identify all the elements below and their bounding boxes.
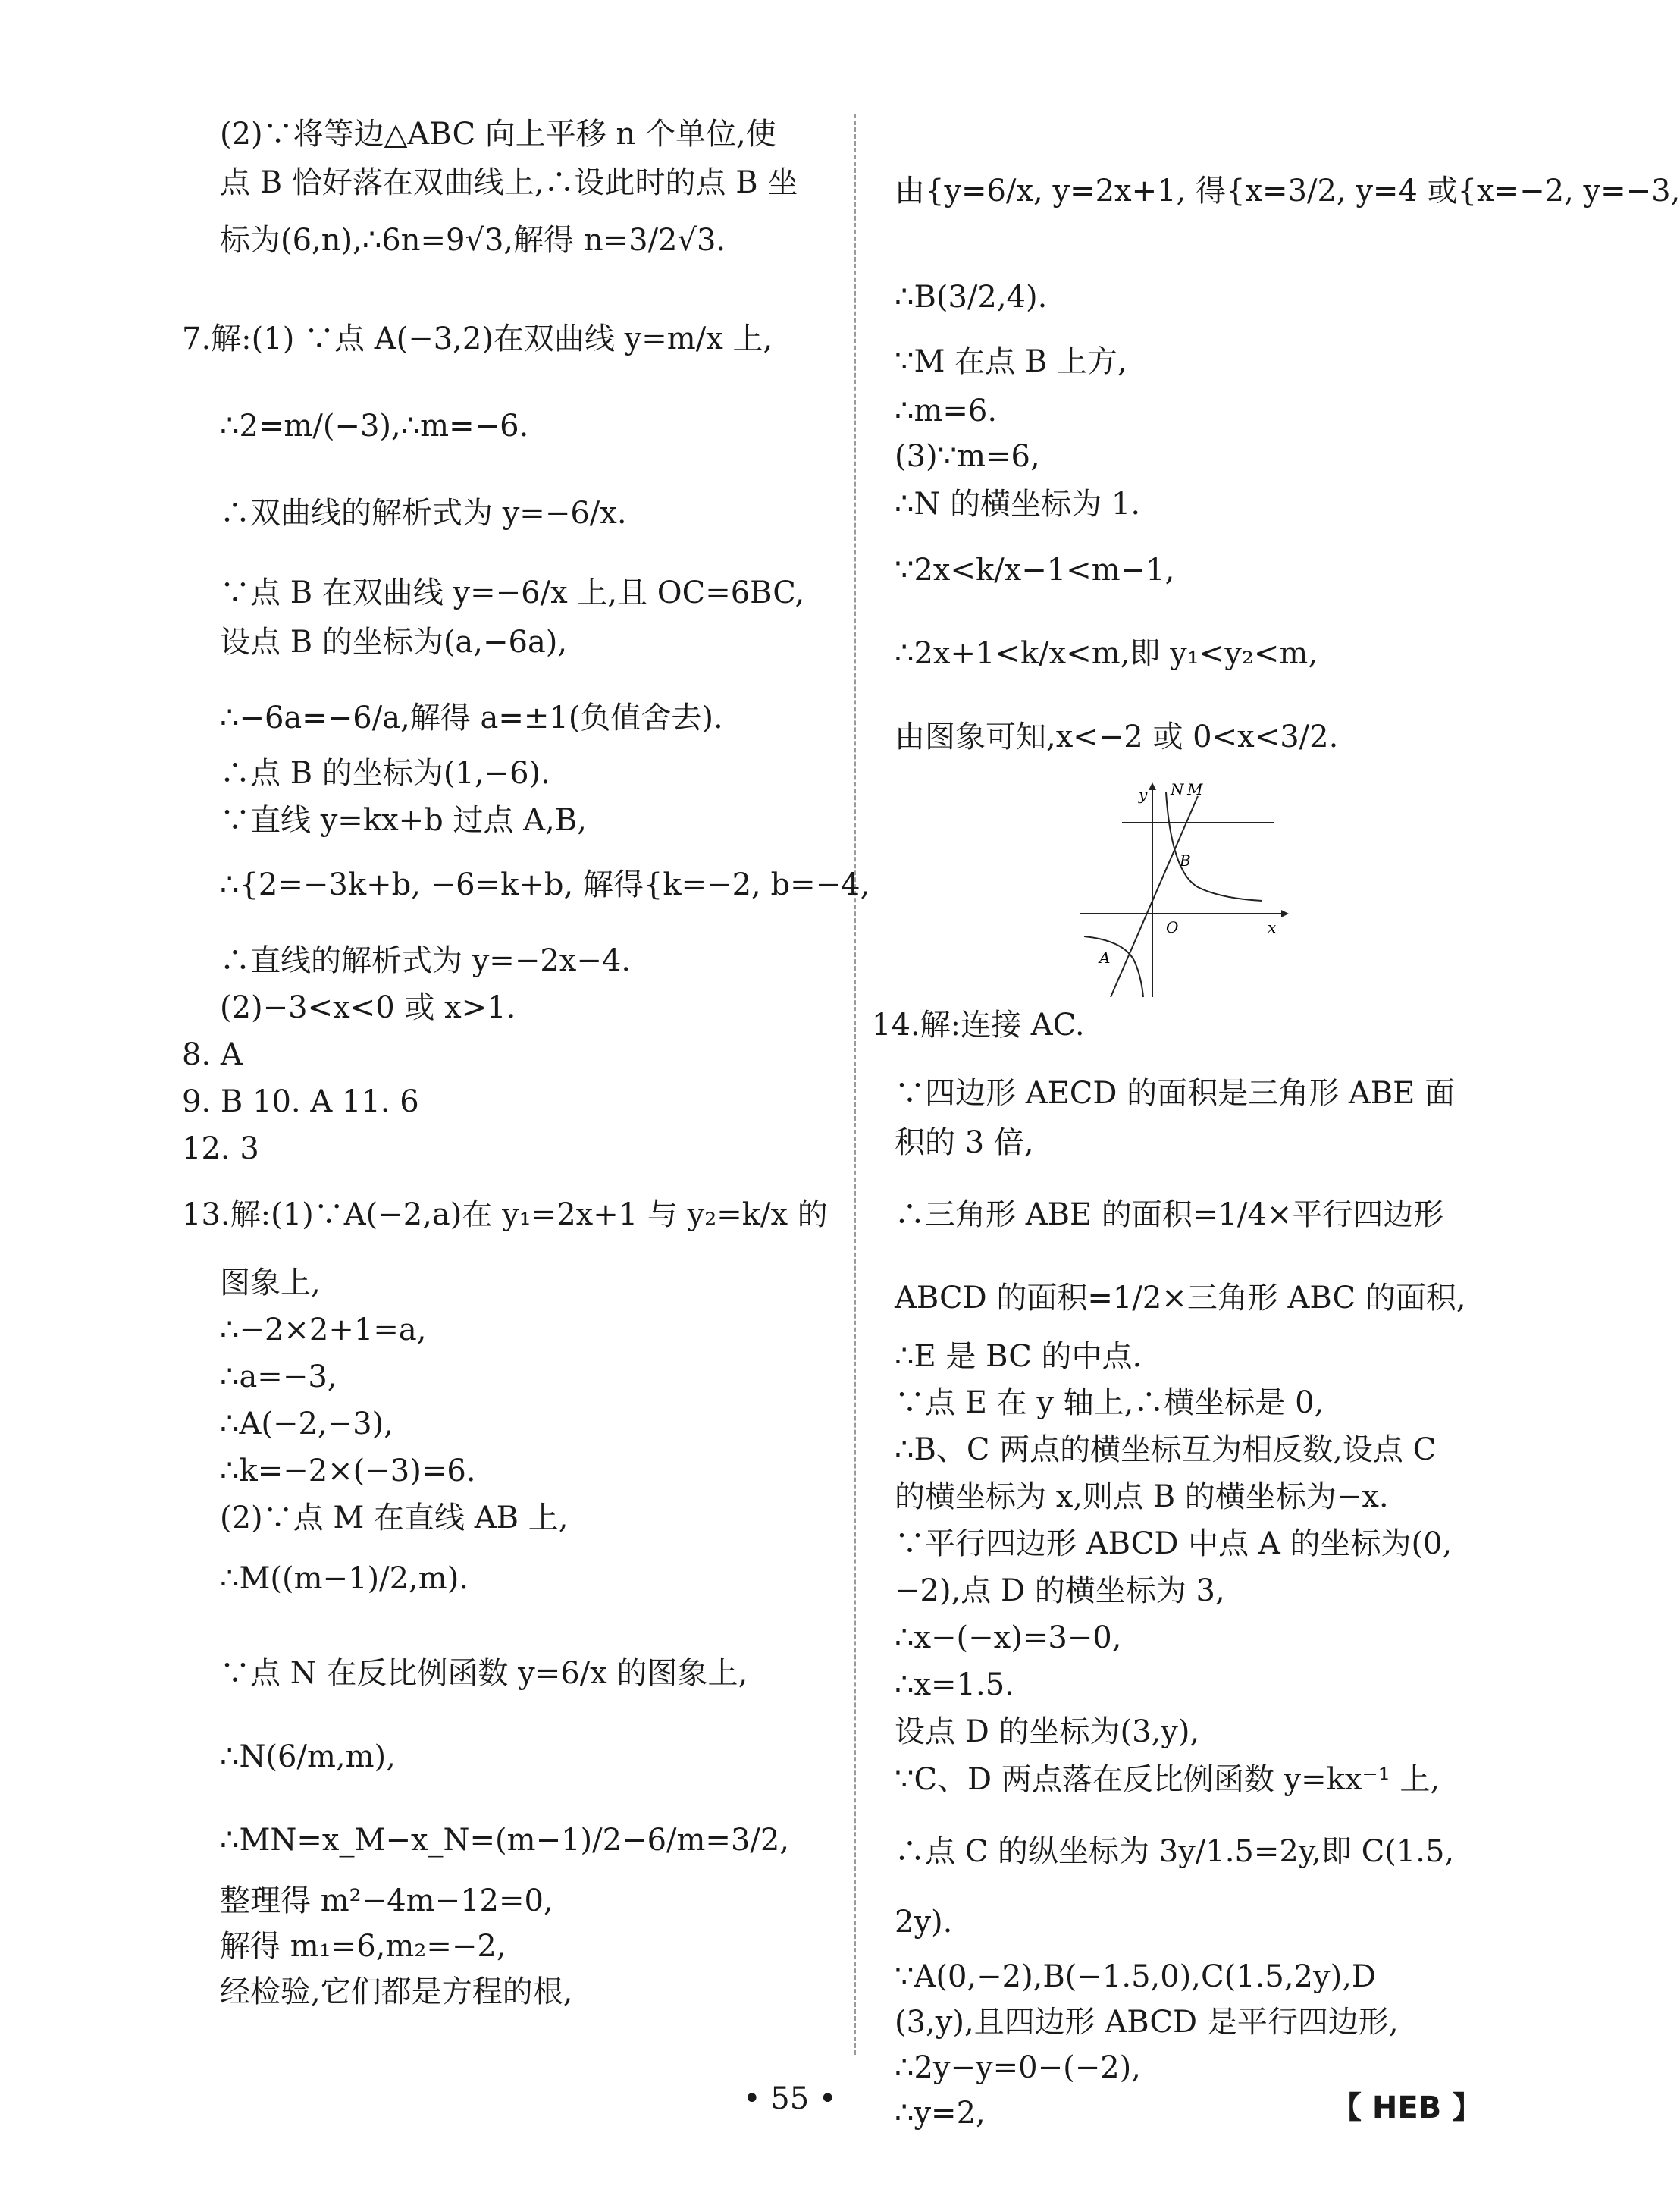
text-line: 由{y=6/x, y=2x+1, 得{x=3/2, y=4 或{x=−2, y=−3, xyxy=(895,174,1680,209)
line-y1 xyxy=(1111,796,1198,997)
function-graph xyxy=(1077,781,1289,1001)
x-axis-arrow xyxy=(1281,910,1289,917)
text-line: ∴E 是 BC 的中点. xyxy=(895,1339,1142,1374)
text-line: 2y). xyxy=(895,1905,953,1940)
text-line: ∴x−(−x)=3−0, xyxy=(895,1620,1122,1655)
text-line: ∴A(−2,−3), xyxy=(220,1407,393,1441)
text-line: ∴2y−y=0−(−2), xyxy=(895,2050,1141,2085)
text-line: 12. 3 xyxy=(182,1131,259,1166)
graph-label-b: B xyxy=(1180,851,1191,870)
text-line: ABCD 的面积=1/2×三角形 ABC 的面积, xyxy=(895,1281,1466,1316)
text-line: ∴点 B 的坐标为(1,−6). xyxy=(220,756,550,791)
graph-label-y: y xyxy=(1139,786,1148,804)
text-line: 积的 3 倍, xyxy=(895,1125,1034,1160)
text-line: 7.解:(1) ∵点 A(−3,2)在双曲线 y=m/x 上, xyxy=(182,321,773,356)
text-line: ∵直线 y=kx+b 过点 A,B, xyxy=(220,803,587,838)
text-line: ∴M((m−1)/2,m). xyxy=(220,1561,469,1596)
column-divider xyxy=(854,114,856,2055)
text-line: ∵点 B 在双曲线 y=−6/x 上,且 OC=6BC, xyxy=(220,575,805,610)
text-line: −2),点 D 的横坐标为 3, xyxy=(895,1573,1225,1608)
text-line: ∴m=6. xyxy=(895,394,998,428)
text-line: ∴B、C 两点的横坐标互为相反数,设点 C xyxy=(895,1432,1437,1467)
text-line: ∵点 E 在 y 轴上,∴横坐标是 0, xyxy=(895,1385,1324,1420)
y-axis-arrow xyxy=(1149,782,1156,790)
text-line: 8. A xyxy=(182,1037,243,1072)
text-line: ∴a=−3, xyxy=(220,1360,337,1394)
text-line: ∴N 的横坐标为 1. xyxy=(895,487,1141,522)
text-line: ∴三角形 ABE 的面积=1/4×平行四边形 xyxy=(895,1197,1444,1232)
text-line: ∴{2=−3k+b, −6=k+b, 解得{k=−2, b=−4, xyxy=(220,867,870,902)
text-line: ∴双曲线的解析式为 y=−6/x. xyxy=(220,496,627,531)
text-line: ∵A(0,−2),B(−1.5,0),C(1.5,2y),D xyxy=(895,1959,1376,1994)
hyperbola-right-branch xyxy=(1166,792,1262,901)
text-line: 由图象可知,x<−2 或 0<x<3/2. xyxy=(895,720,1339,754)
text-line: ∴MN=x_M−x_N=(m−1)/2−6/m=3/2, xyxy=(220,1823,790,1858)
hyperbola-left-branch xyxy=(1084,936,1143,997)
text-line: (2)∵点 M 在直线 AB 上, xyxy=(220,1501,569,1535)
text-line: ∴N(6/m,m), xyxy=(220,1739,396,1774)
text-line: ∵2x<k/x−1<m−1, xyxy=(895,553,1175,588)
page-number: • 55 • xyxy=(743,2081,837,2116)
text-line: ∵四边形 AECD 的面积是三角形 ABE 面 xyxy=(895,1076,1456,1111)
text-line: ∵M 在点 B 上方, xyxy=(895,344,1127,379)
text-line: ∴−6a=−6/a,解得 a=±1(负值舍去). xyxy=(220,701,723,735)
text-line: ∴−2×2+1=a, xyxy=(220,1312,427,1347)
graph-label-a: A xyxy=(1099,949,1111,967)
text-line: 9. B 10. A 11. 6 xyxy=(182,1084,419,1119)
text-line: ∴k=−2×(−3)=6. xyxy=(220,1454,476,1488)
text-line: ∴2x+1<k/x<m,即 y₁<y₂<m, xyxy=(895,636,1318,671)
graph-label-origin: O xyxy=(1166,918,1179,936)
text-line: 整理得 m²−4m−12=0, xyxy=(220,1883,553,1918)
text-line: 点 B 恰好落在双曲线上,∴设此时的点 B 坐 xyxy=(220,165,798,200)
text-line: 14.解:连接 AC. xyxy=(872,1008,1085,1043)
text-line: ∴直线的解析式为 y=−2x−4. xyxy=(220,943,632,978)
text-line: ∴2=m/(−3),∴m=−6. xyxy=(220,409,529,444)
text-line: (2)−3<x<0 或 x>1. xyxy=(220,990,516,1025)
text-line: 13.解:(1)∵A(−2,a)在 y₁=2x+1 与 y₂=k/x 的 xyxy=(182,1197,828,1232)
graph-label-m: M xyxy=(1187,780,1203,798)
text-line: 解得 m₁=6,m₂=−2, xyxy=(220,1929,506,1964)
text-line: 标为(6,n),∴6n=9√3,解得 n=3/2√3. xyxy=(220,223,726,258)
text-line: ∴x=1.5. xyxy=(895,1667,1014,1702)
text-line: (3)∵m=6, xyxy=(895,439,1040,474)
text-line: 设点 D 的坐标为(3,y), xyxy=(895,1714,1200,1749)
text-line: 图象上, xyxy=(220,1265,321,1300)
text-line: ∴B(3/2,4). xyxy=(895,280,1048,315)
text-line: 的横坐标为 x,则点 B 的横坐标为−x. xyxy=(895,1479,1389,1514)
text-line: (2)∵将等边△ABC 向上平移 n 个单位,使 xyxy=(220,117,776,152)
text-line: ∴点 C 的纵坐标为 3y/1.5=2y,即 C(1.5, xyxy=(895,1834,1455,1869)
text-line: ∵C、D 两点落在反比例函数 y=kx⁻¹ 上, xyxy=(895,1762,1440,1797)
text-line: 设点 B 的坐标为(a,−6a), xyxy=(220,625,568,660)
text-line: ∵点 N 在反比例函数 y=6/x 的图象上, xyxy=(220,1656,748,1691)
graph-label-n: N xyxy=(1171,780,1184,798)
text-line: ∴y=2, xyxy=(895,2096,986,2131)
text-line: (3,y),且四边形 ABCD 是平行四边形, xyxy=(895,2005,1399,2040)
text-line: 经检验,它们都是方程的根, xyxy=(220,1974,573,2009)
graph-label-x: x xyxy=(1268,918,1277,936)
text-line: ∵平行四边形 ABCD 中点 A 的坐标为(0, xyxy=(895,1526,1453,1561)
edition-tag: 【 HEB 】 xyxy=(1331,2090,1483,2125)
